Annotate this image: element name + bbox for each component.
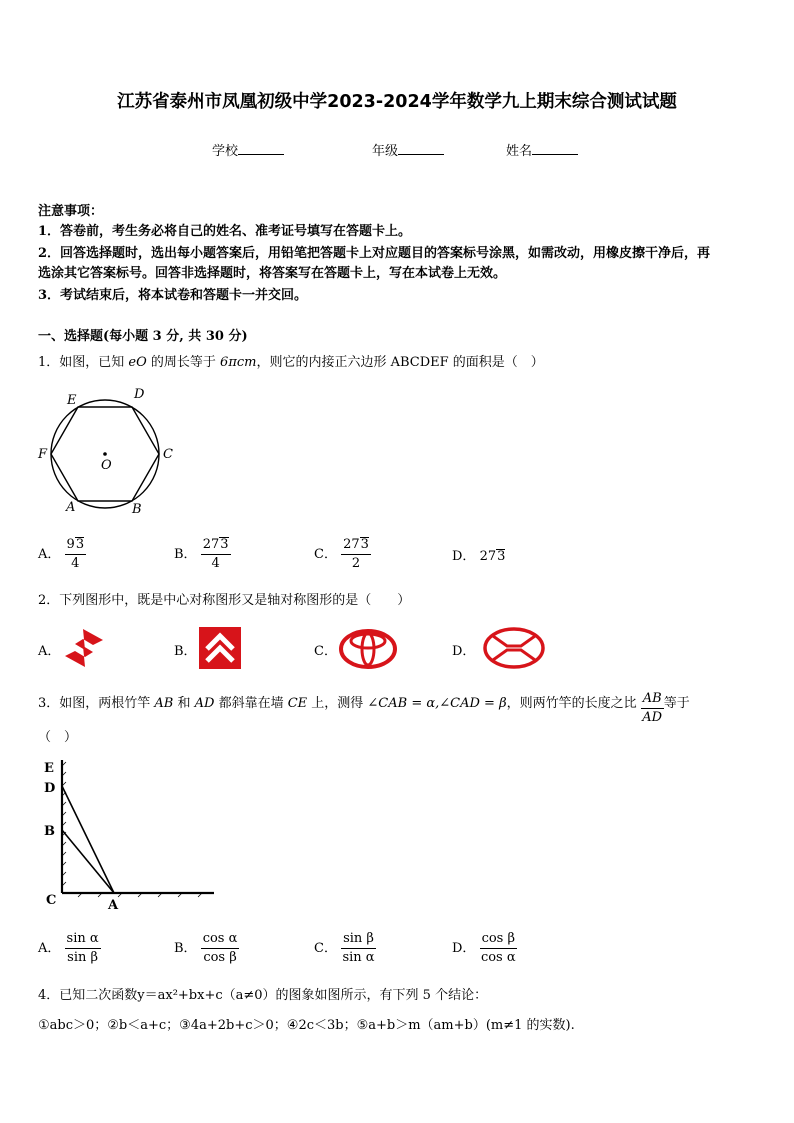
- label-B: B: [132, 502, 142, 517]
- name-field: [506, 140, 578, 159]
- q1-option-d[interactable]: D． 273: [452, 549, 506, 564]
- question-2-text: 2．下列图形中，既是中心对称图形又是轴对称图形的是（ ）: [38, 593, 411, 608]
- hexagon-figure: [36, 384, 186, 520]
- q3-option-c[interactable]: C． $\frac{\text{sin β}}{\text{sin α}}$: [314, 931, 375, 965]
- school-blank: [238, 142, 284, 155]
- q1-option-c[interactable]: C． $\frac{273}{2}$: [314, 537, 369, 571]
- ladder-figure: [38, 754, 228, 914]
- label-A: A: [66, 500, 76, 515]
- label-F: F: [38, 447, 48, 462]
- suzuki-logo[interactable]: [63, 628, 105, 668]
- question-3-paren: （ ）: [38, 730, 78, 745]
- grade-blank: [398, 142, 444, 155]
- question-1-text: 1．如图，已知 eO 的周长等于 6πcm，则它的内接正六边形 ABCDEF 的面积是（ ）: [38, 355, 544, 370]
- notice-item: 选涂其它答案标号。回答非选择题时，将答案写在答题卡上，写在本试卷上无效。: [38, 266, 507, 281]
- grade-label: 年级: [372, 144, 399, 159]
- label-O: O: [101, 458, 112, 473]
- q2-option-c-label[interactable]: C．: [314, 644, 337, 659]
- q3-option-d[interactable]: D． $\frac{\text{cos β}}{\text{cos α}}$: [452, 931, 516, 965]
- notice-heading: 注意事项：: [38, 204, 104, 219]
- toyota-logo[interactable]: [338, 628, 398, 670]
- section-heading: 一、选择题(每小题 3 分, 共 30 分): [38, 329, 248, 344]
- q2-option-a-label[interactable]: A．: [38, 644, 61, 659]
- label-D: D: [134, 387, 145, 402]
- question-4-conclusions: ①abc＞0；②b＜a+c；③4a+2b+c＞0；④2c＜3b；⑤a+b＞m（am+b）(m≠1 的实数).: [38, 1018, 575, 1033]
- page-title: 江苏省泰州市凤凰初级中学2023-2024学年数学九上期末综合测试试题: [117, 92, 677, 112]
- q3-option-a[interactable]: A． $\frac{\text{sin α}}{\text{sin β}}$: [38, 931, 99, 965]
- notice-item: 1．答卷前，考生务必将自己的姓名、准考证号填写在答题卡上。: [38, 224, 412, 239]
- label-A: A: [108, 898, 119, 913]
- label-E: E: [44, 761, 54, 776]
- notice-item: 3．考试结束后，将本试卷和答题卡一并交回。: [38, 288, 308, 303]
- center-dot: [103, 452, 107, 456]
- question-3-text: 3．如图，两根竹竿 AB 和 AD 都斜靠在墙 CE 上，测得 ∠CAB = α,∠CAD = β，则两竹竿的长度之比 $\frac{AB}{AD}$ 等于: [38, 691, 690, 725]
- school-field: [212, 140, 284, 159]
- q2-option-b-label[interactable]: B．: [174, 644, 197, 659]
- q2-option-d-label[interactable]: D．: [452, 644, 476, 659]
- label-C: C: [46, 893, 57, 908]
- school-label: 学校: [212, 144, 239, 159]
- name-label: 姓名: [506, 144, 533, 159]
- label-E: E: [67, 393, 77, 408]
- name-blank: [532, 142, 578, 155]
- q3-option-b[interactable]: B． $\frac{\text{cos α}}{\text{cos β}}$: [174, 931, 238, 965]
- q1-option-b[interactable]: B． $\frac{273}{4}$: [174, 537, 229, 571]
- notice-item: 2．回答选择题时，选出每小题答案后，用铅笔把答题卡上对应题目的答案标号涂黑，如需改动，用橡皮擦干净后，再: [38, 246, 711, 261]
- label-D: D: [44, 781, 56, 796]
- label-C: C: [163, 447, 173, 462]
- question-4-text: 4．已知二次函数y＝ax²+bx+c（a≠0）的图象如图所示，有下列 5 个结论：: [38, 988, 488, 1003]
- q1-option-a[interactable]: A． $\frac{93}{4}$: [38, 537, 85, 571]
- label-B: B: [44, 824, 55, 839]
- hino-logo[interactable]: [483, 626, 545, 670]
- citroen-logo[interactable]: [199, 627, 241, 669]
- grade-field: [372, 140, 444, 159]
